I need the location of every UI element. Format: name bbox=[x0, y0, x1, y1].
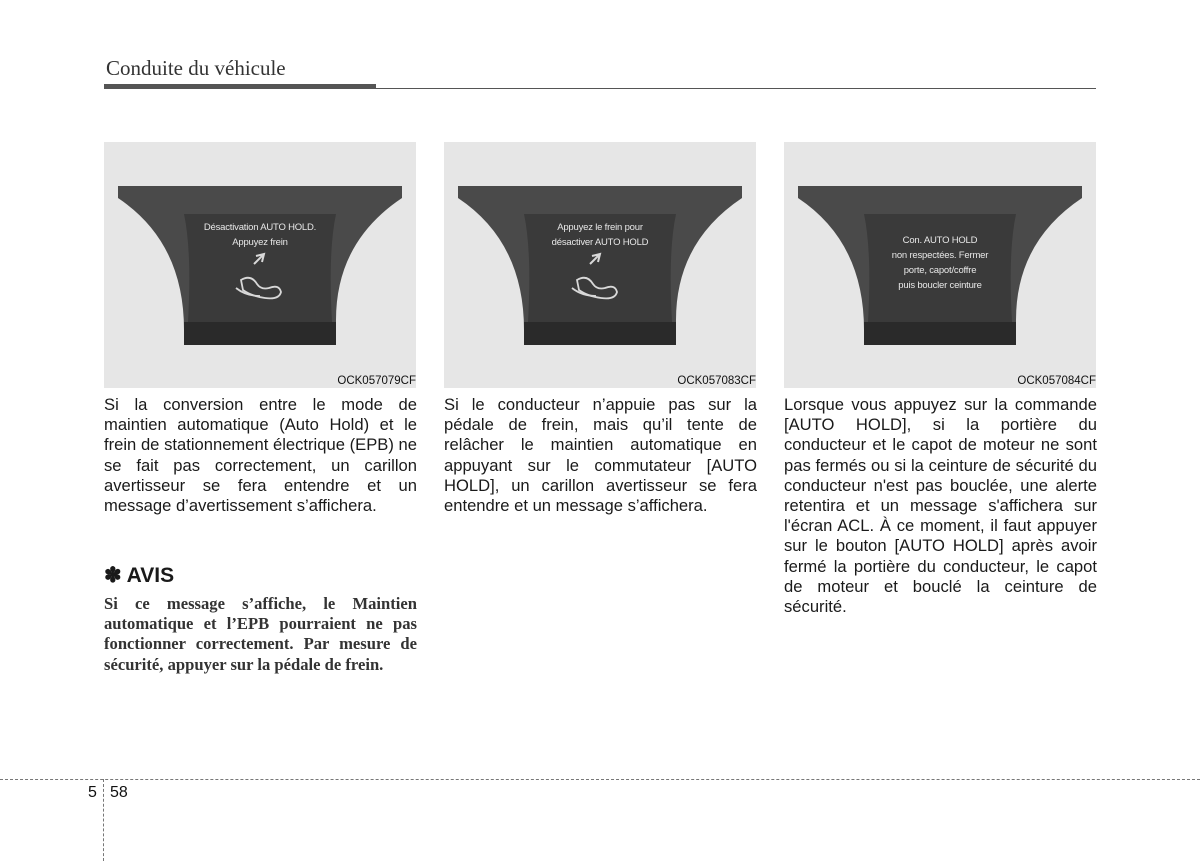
body-paragraph: Si le conducteur n’appuie pas sur la pédale de frein, mais qu’il tente de relâcher le maintien automatique en appuyant sur le commutateur [AUTO HOLD], un carillon avertisseur se fera entendre et un message s’affichera. bbox=[444, 395, 757, 516]
display-message-line: puis boucler ceinture bbox=[898, 280, 982, 291]
page-header-title: Conduite du véhicule bbox=[106, 56, 286, 80]
display-message-line: désactiver AUTO HOLD bbox=[551, 237, 649, 248]
display-message-line: Con. AUTO HOLD bbox=[902, 235, 978, 246]
header-rule-thin bbox=[376, 88, 1096, 89]
page-number: 58 bbox=[110, 784, 128, 801]
display-message-line: Appuyez le frein pour bbox=[557, 222, 643, 233]
display-message-line: Désactivation AUTO HOLD. bbox=[203, 222, 317, 233]
figure-cluster-display-1 bbox=[104, 142, 416, 388]
header-rule bbox=[104, 84, 376, 89]
body-paragraph: Si la conversion entre le mode de maintien automatique (Auto Hold) et le frein de stationnement électrique (EPB) ne se fait pas correctement, un carillon avertisseur se fera entendre et un message d’avertissement s’affichera. bbox=[104, 395, 417, 516]
figure-code: OCK057079CF bbox=[337, 375, 416, 387]
display-message-line: porte, capot/coffre bbox=[903, 265, 977, 276]
notice-title: ✽ AVIS bbox=[104, 564, 175, 587]
notice-body: Si ce message s’affiche, le Maintien automatique et l’EPB pourraient ne pas fonctionner correctement. Par mesure de sécurité, appuyer sur la pédale de frein. bbox=[104, 594, 417, 674]
footer-divider bbox=[0, 779, 1200, 780]
chapter-number: 5 bbox=[88, 784, 97, 801]
footer-vertical-divider bbox=[103, 779, 104, 861]
brake-pedal-icon bbox=[444, 142, 756, 388]
figure-cluster-display-3 bbox=[784, 142, 1096, 388]
body-paragraph: Lorsque vous appuyez sur la commande [AUTO HOLD], si la portière du conducteur et le capot de moteur ne sont pas fermés ou si la ceinture de sécurité du conducteur n'est pas bouclée, une alerte retentira et un message s'affichera sur l'écran ACL. À ce moment, il faut appuyer sur le bouton [AUTO HOLD] après avoir fermé la portière du conducteur, le capot de moteur et bouclé la ceinture de sécurité. bbox=[784, 395, 1097, 617]
brake-pedal-icon bbox=[104, 142, 416, 388]
figure-code: OCK057083CF bbox=[677, 375, 756, 387]
display-message-line: Appuyez frein bbox=[232, 237, 288, 248]
display-message-line: non respectées. Fermer bbox=[891, 250, 989, 261]
figure-code: OCK057084CF bbox=[1017, 375, 1096, 387]
figure-cluster-display-2 bbox=[444, 142, 756, 388]
